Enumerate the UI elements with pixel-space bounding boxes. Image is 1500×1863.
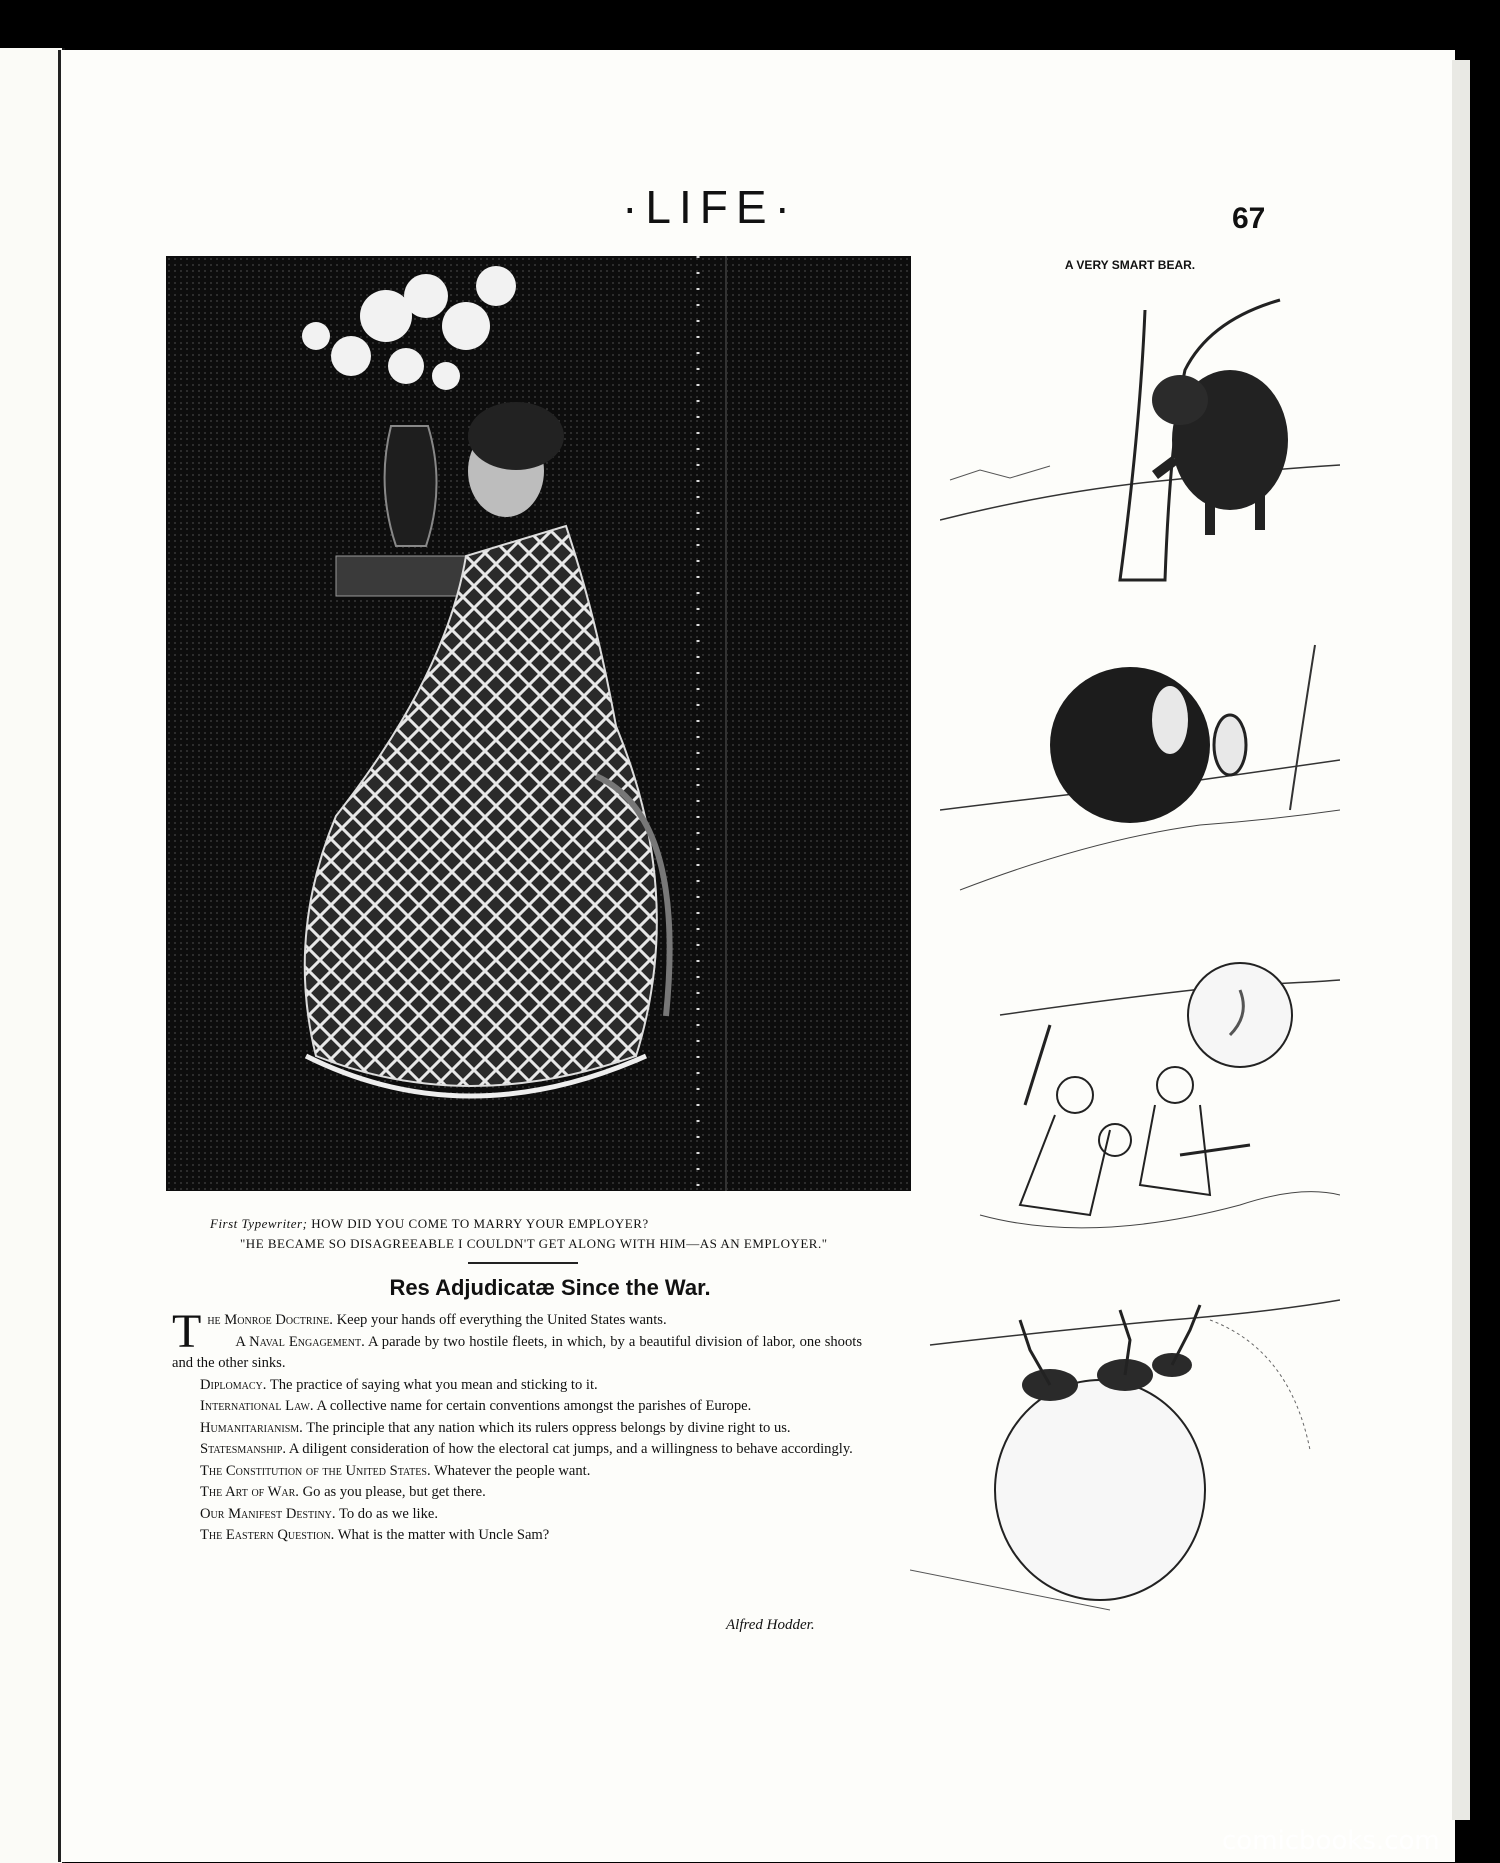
entry-term: he Monroe Doctrine. xyxy=(207,1312,333,1328)
entry-text: Go as you please, but get there. xyxy=(302,1484,486,1500)
article-title: Res Adjudicatæ Since the War. xyxy=(389,1275,711,1300)
entry-text: A parade by two hostile fleets, in which, by a beautiful division of labor, one shoots and the other sinks. xyxy=(172,1333,863,1371)
cartoon-panel-2 xyxy=(940,630,1340,910)
article-entry xyxy=(172,1418,862,1440)
entry-term: Diplomacy. xyxy=(200,1376,267,1393)
article-entry xyxy=(172,1461,862,1483)
article-entry xyxy=(172,1332,862,1375)
article-byline: Alfred Hodder. xyxy=(726,1617,815,1633)
entry-text: The practice of saying what you mean and sticking to it. xyxy=(269,1376,598,1393)
caption-answer: "HE BECAME SO DISAGREEABLE I COULDN'T GET ALONG WITH HIM—AS AN EMPLOYER." xyxy=(240,1236,828,1251)
bear-climbing-tree-drawing xyxy=(940,290,1340,590)
article-entry xyxy=(172,1482,862,1504)
article-entry xyxy=(172,1504,862,1526)
entry-text: What is the matter with Uncle Sam? xyxy=(337,1527,550,1543)
article-entry xyxy=(172,1375,862,1397)
entry-term: Statesmanship. xyxy=(200,1441,286,1457)
cartoon-title: A VERY SMART BEAR. xyxy=(1064,258,1196,272)
facing-page-edge xyxy=(0,48,65,1863)
illustration-caption xyxy=(210,1214,910,1254)
entry-text: A diligent consideration of how the electoral cat jumps, and a willingness to behave accordingly. xyxy=(288,1441,853,1457)
article-entry xyxy=(172,1439,862,1461)
typewriter-illustration xyxy=(166,256,911,1191)
entry-term: International Law. xyxy=(200,1398,314,1414)
cartoon-panel-1 xyxy=(940,290,1340,590)
entry-term: The Eastern Question. xyxy=(200,1527,335,1543)
entry-term: The Constitution of the United States. xyxy=(200,1462,431,1479)
watermark: comicbooks.com xyxy=(1222,1826,1440,1856)
caption-speaker: First Typewriter; xyxy=(210,1216,308,1231)
entry-term: Humanitarianism. xyxy=(200,1419,303,1436)
page-number: 67 xyxy=(1232,202,1266,235)
section-divider xyxy=(468,1262,578,1264)
masthead: ·LIFE· xyxy=(622,181,798,233)
bear-curling-drawing xyxy=(940,630,1340,910)
entry-text: Keep your hands off everything the United States wants. xyxy=(336,1312,667,1328)
article-entry xyxy=(172,1396,862,1418)
page-edge xyxy=(1452,60,1470,1820)
entry-text: Whatever the people want. xyxy=(433,1462,591,1479)
entry-text: To do as we like. xyxy=(338,1505,439,1522)
entry-term: Our Manifest Destiny. xyxy=(200,1505,336,1522)
entry-term: The Art of War. xyxy=(200,1484,299,1500)
illustration-drawing xyxy=(166,256,911,1191)
dropcap: T xyxy=(172,1305,202,1358)
entry-text: A collective name for certain conventions amongst the parishes of Europe. xyxy=(316,1398,752,1414)
article-entry xyxy=(172,1525,862,1547)
cartoon-panel-4 xyxy=(910,1290,1340,1620)
bear-rolling-over-hunters-drawing xyxy=(910,1290,1340,1620)
caption-question: HOW DID YOU COME TO MARRY YOUR EMPLOYER? xyxy=(311,1216,649,1231)
entry-text: The principle that any nation which its rulers oppress belongs by divine right to us. xyxy=(306,1419,791,1436)
cartoon-panel-3 xyxy=(940,955,1340,1255)
rolling-bear-hunters-drawing xyxy=(940,955,1340,1255)
entry-term: A Naval Engagement. xyxy=(235,1333,365,1350)
article-body xyxy=(172,1305,863,1547)
